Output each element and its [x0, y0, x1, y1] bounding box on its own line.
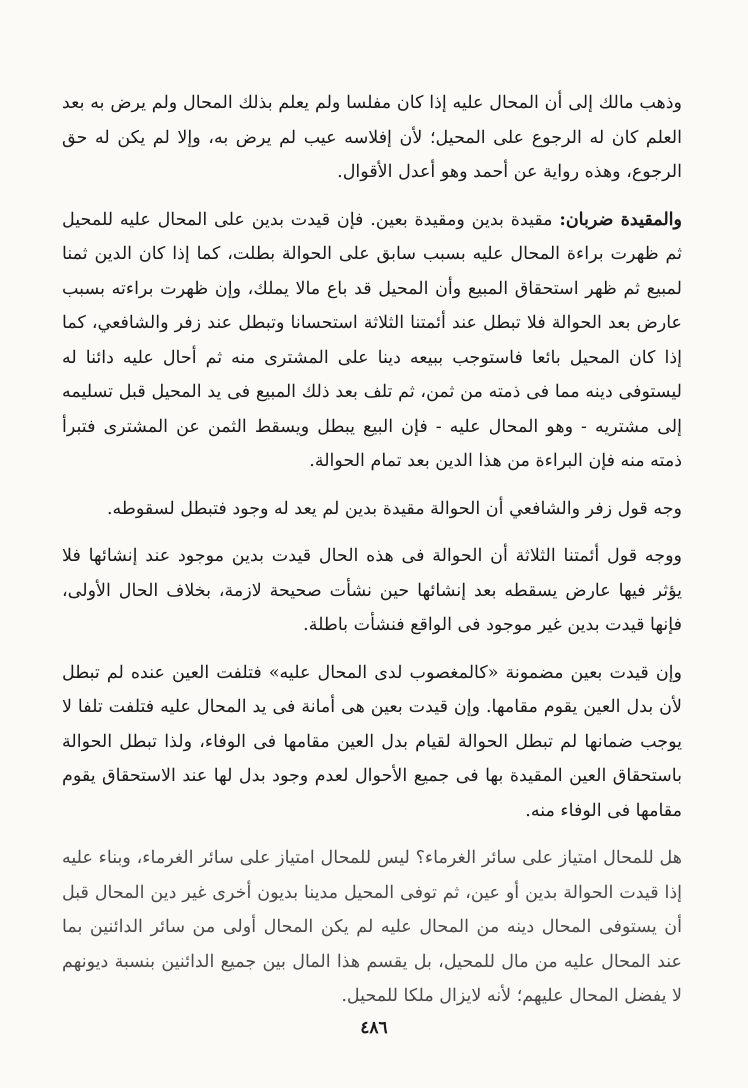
paragraph-text: مقيدة بدين ومقيدة بعين. فإن قيدت بدين على المحال عليه للمحيل ثم ظهرت براءة المحال عليه بسبب سابق على الحوالة بطلت، كما إذا كان الدين ثمنا لمبيع ثم ظهر استحقاق المبيع وأن المحيل قد باع مالا يملك، وإن ظهرت براءته بسبب عارض بعد الحوالة فلا تبطل عند أئمتنا الثلاثة استحسانا وتبطل عند زفر والشافعي، كما إذا كان المحيل بائعا فاستوجب ببيعه دينا على المشترى منه ثم أحال عليه دائنا له ليستوفى دينه مما فى ذمته من ثمن، ثم تلف بعد ذلك المبيع فى يد المحيل قبل تسليمه إلى مشتريه - وهو المحال عليه - فإن البيع يبطل ويسقط الثمن عن المشترى فتبرأ ذمته منه فإن البراءة من هذا الدين بعد تمام الحوالة. [62, 209, 682, 471]
page-number: ٤٨٦ [360, 1018, 388, 1038]
paragraph-lead: والمقيدة ضربان: [559, 209, 682, 230]
paragraph-restricted-types [62, 203, 682, 479]
paragraph-restricted-by-item [62, 656, 682, 829]
paragraph-text: وإن قيدت بعين مضمونة «كالمغصوب لدى المحال عليه» فتلفت العين عنده لم تبطل لأن بدل العين يقوم مقامها. وإن قيدت بعين هى أمانة فى يد المحال عليه فتلفت تلفا لا يوجب ضمانها لم تبطل الحوالة لقيام بدل العين مقامها فى الوفاء، ولذا تبطل الحوالة باستحقاق العين المقيدة بها فى جميع الأحوال لعدم وجود بدل لها عند الاستحقاق يقوم مقامها فى الوفاء منه. [62, 662, 682, 821]
paragraph-text: وذهب مالك إلى أن المحال عليه إذا كان مفلسا ولم يعلم بذلك المحال ولم يرض به بعد العلم كان له الرجوع على المحيل؛ لأن إفلاسه عيب لم يرض به، وإلا لم يكن له حق الرجوع، وهذه رواية عن أحمد وهو أعدل الأقوال. [62, 93, 682, 182]
paragraph-text: هل للمحال امتياز على سائر الغرماء؟ ليس للمحال امتياز على سائر الغرماء، وبناء عليه إذا قيدت الحوالة بدين أو عين، ثم توفى المحيل مدينا بديون أخرى غير دين المحال قبل أن يستوفى المحال دينه من المحال عليه لم يكن المحال أولى من سائر الدائنين بما عند المحال عليه من مال للمحيل، بل يقسم هذا المال بين جميع الدائنين بنسبة ديونهم لا يفضل المحال عليهم؛ لأنه لايزال ملكا للمحيل. [62, 848, 682, 1006]
page-body [62, 86, 682, 1014]
paragraph-text: ووجه قول أئمتنا الثلاثة أن الحوالة فى هذه الحال قيدت بدين موجود عند إنشائها فلا يؤثر فيها عارض يسقطه بعد إنشائها حين نشأت صحيحة لازمة، بخلاف الحال الأولى، فإنها قيدت بدين غير موجود فى الواقع فنشأت باطلة. [62, 546, 682, 635]
paragraph-creditor-priority [62, 841, 682, 1014]
paragraph-text: وجه قول زفر والشافعي أن الحوالة مقيدة بدين لم يعد له وجود فتبطل لسقوطه. [106, 498, 682, 519]
paragraph-three-imams [62, 539, 682, 643]
paragraph-zufar-shafii [62, 492, 682, 527]
paragraph-maliki-opinion [62, 86, 682, 190]
